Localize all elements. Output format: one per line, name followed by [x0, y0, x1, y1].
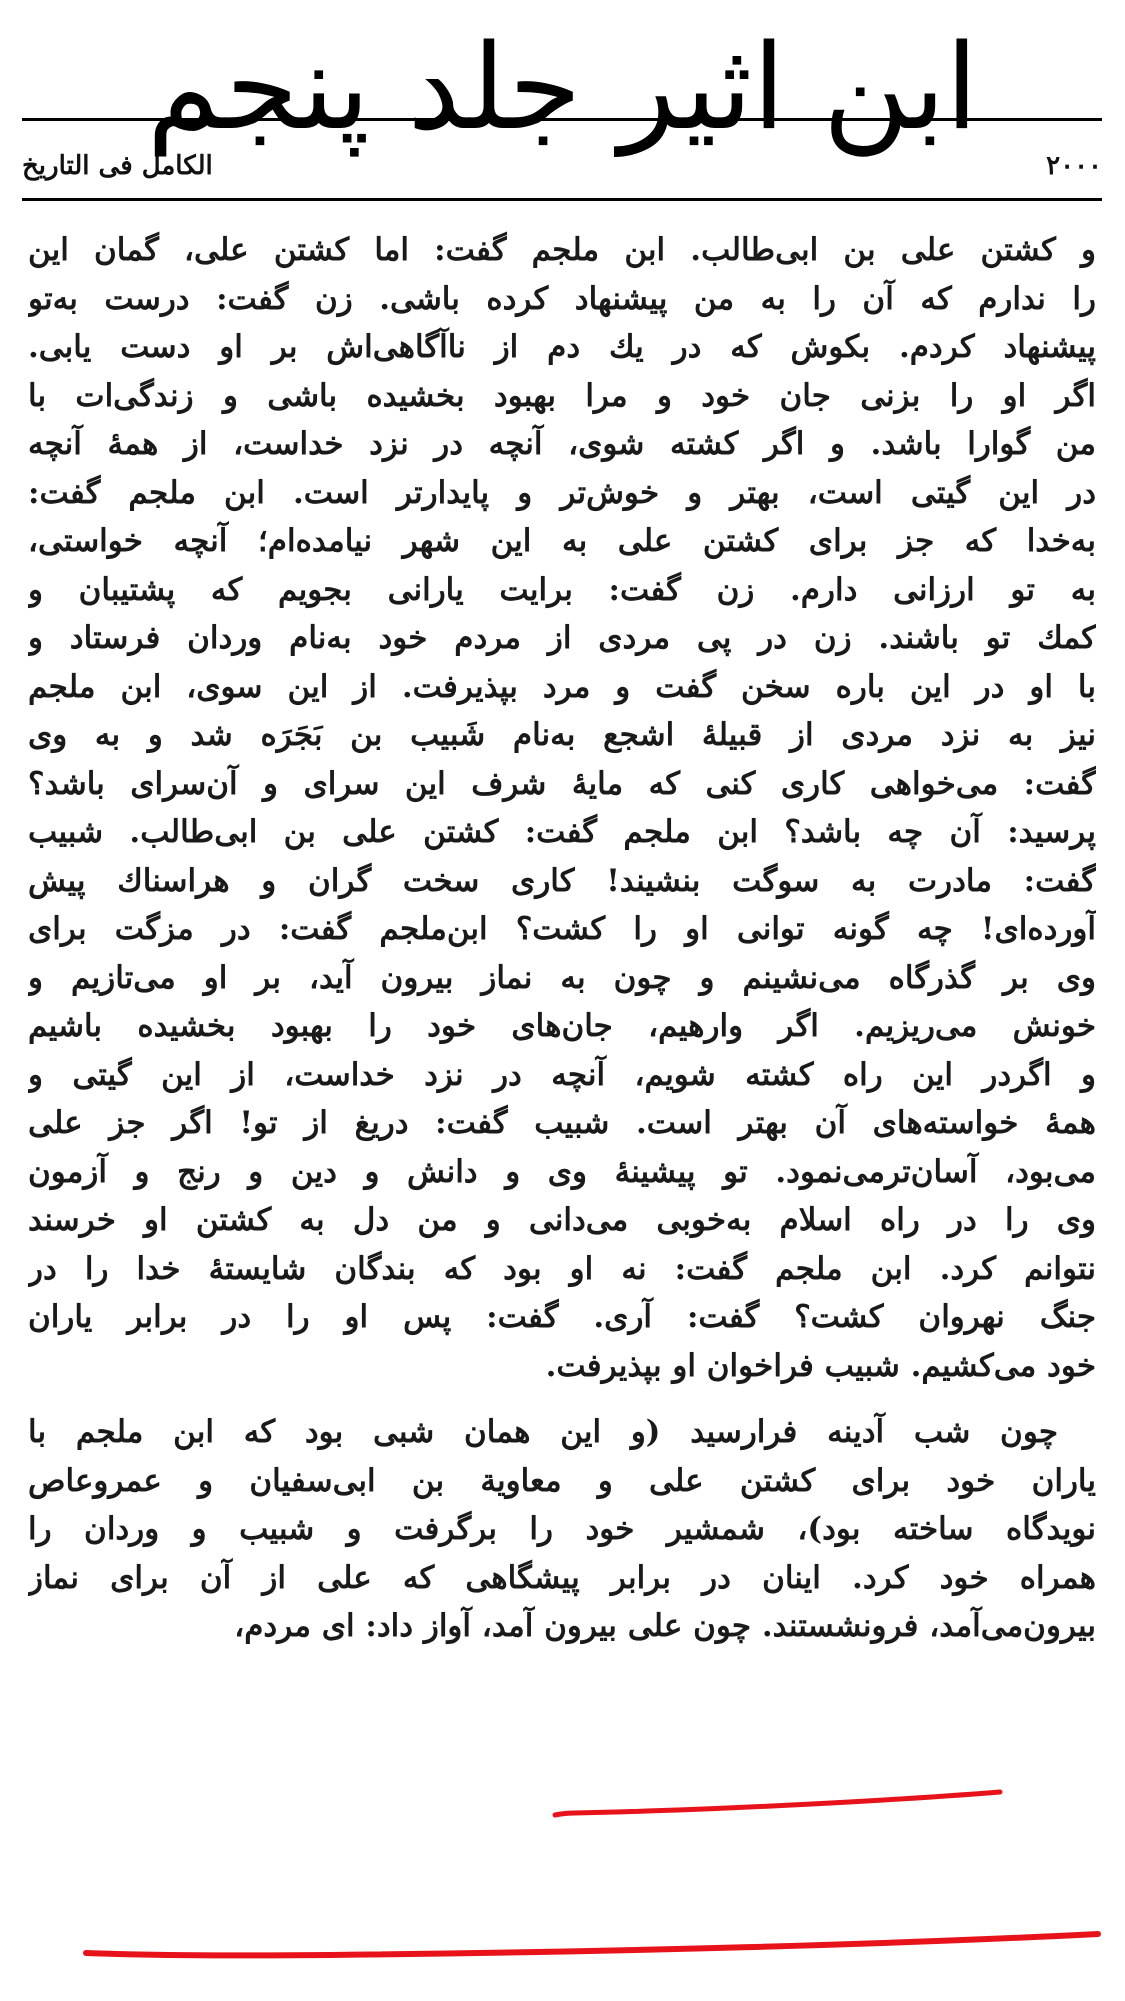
text-line: گفت: می‌خواهی کاری کنی که مایهٔ شرف این سرای و آن‌سرای باشد؟: [28, 765, 1096, 802]
text-line: پرسید: آن چه باشد؟ ابن ملجم گفت: کشتن علی بن ابی‌طالب. شبیب: [28, 814, 1096, 850]
text-line: نیز به نزد مردی از قبیلهٔ اشجع به‌نام شَبیب بن بَجَرَه شد و به وی: [28, 717, 1096, 753]
text-line: پیشنهاد کردم. بکوش که در یك دم از ناآگاهی‌اش بر او دست یابی.: [28, 329, 1096, 365]
text-line: را ندارم که آن را به من پیشنهاد کرده باشی. زن گفت: درست به‌تو: [28, 280, 1096, 317]
text-line: نتوانم کرد. ابن ملجم گفت: نه او بود که بندگان شایستهٔ خدا را در: [28, 1250, 1096, 1287]
text-line: وی را در راه اسلام به‌خوبی می‌دانی و من دل به کشتن او خرسند: [28, 1202, 1096, 1238]
text-line: اگر او را بزنی جان خود و مرا بهبود بخشیده باشی و زندگی‌ات با: [28, 377, 1096, 414]
text-line: وی بر گذرگاه می‌نشینم و چون به نماز بیرون آید، بر او می‌تازیم و: [28, 959, 1096, 996]
text-line: همهٔ خواسته‌های آن بهتر است. شبیب گفت: دریغ از تو! اگر جز علی: [28, 1105, 1096, 1141]
text-line: گفت: مادرت به سوگت بنشیند! کاری سخت گران و هراسناك پیش: [28, 862, 1096, 899]
text-line: جنگ نهروان کشت؟ گفت: آری. گفت: پس او را در برابر یاران: [28, 1299, 1096, 1335]
text-line: در این گیتی است، بهتر و خوش‌تر و پایدارتر است. ابن ملجم گفت:: [28, 474, 1096, 511]
underline-stroke-long: [86, 1934, 1098, 1955]
text-line: بیرون‌می‌آمد، فرونشستند. چون علی بیرون آمد، آواز داد: ای مردم،: [234, 1608, 1096, 1644]
text-line: و کشتن علی بن ابی‌طالب. ابن ملجم گفت: اما کشتن علی، گمان این: [28, 232, 1096, 268]
text-line: به تو ارزانی دارم. زن گفت: برایت یارانی بجویم که پشتیبان و: [28, 571, 1096, 608]
page-number: ٢٠٠٠: [1046, 151, 1102, 181]
header-rule-bottom: [22, 198, 1102, 201]
text-line: به‌خدا که جز برای کشتن علی به این شهر نیامده‌ام؛ آنچه خواستی،: [28, 523, 1096, 559]
text-line: می‌بود، آسان‌ترمی‌نمود. تو پیشینهٔ وی و دانش و دین و رنج و آزمون: [28, 1153, 1096, 1190]
text-line: چون شب آدینه فرارسید (و این همان شبی بود که ابن ملجم با: [28, 1414, 1058, 1450]
book-title: الکامل فی التاریخ: [22, 151, 213, 181]
text-line: همراه خود کرد. اینان در برابر پیشگاهی که علی از آن برای نماز: [28, 1559, 1096, 1596]
page-body: [28, 226, 1096, 1651]
underline-stroke-short: [555, 1792, 1000, 1815]
text-line: آورده‌ای! چه گونه توانی او را کشت؟ ابن‌ملجم گفت: در مزگت برای: [28, 911, 1096, 947]
text-line: من گوارا باشد. و اگر کشته شوی، آنچه در نزد خداست، از همهٔ آنچه: [28, 426, 1096, 462]
overlay-title: ابن اثیر جلد پنجم: [146, 18, 979, 156]
text-line: نویدگاه ساخته بود)، شمشیر خود را برگرفت و شبیب و وردان را: [28, 1511, 1096, 1547]
text-line: خود می‌کشیم. شبیب فراخوان او بپذیرفت.: [545, 1347, 1096, 1384]
text-line: و اگردر این راه کشته شویم، آنچه در نزد خداست، از این گیتی و: [28, 1056, 1096, 1093]
text-line: با او در این باره سخن گفت و مرد بپذیرفت. از این سوی، ابن ملجم: [28, 668, 1096, 705]
text-line: کمك تو باشند. زن در پی مردی از مردم خود به‌نام وردان فرستاد و: [28, 620, 1096, 656]
text-line: یاران خود برای کشتن علی و معاویة بن ابی‌سفیان و عمروعاص: [28, 1462, 1096, 1499]
text-line: خونش می‌ریزیم. اگر وارهیم، جان‌های خود را بهبود بخشیده باشیم: [28, 1008, 1096, 1044]
